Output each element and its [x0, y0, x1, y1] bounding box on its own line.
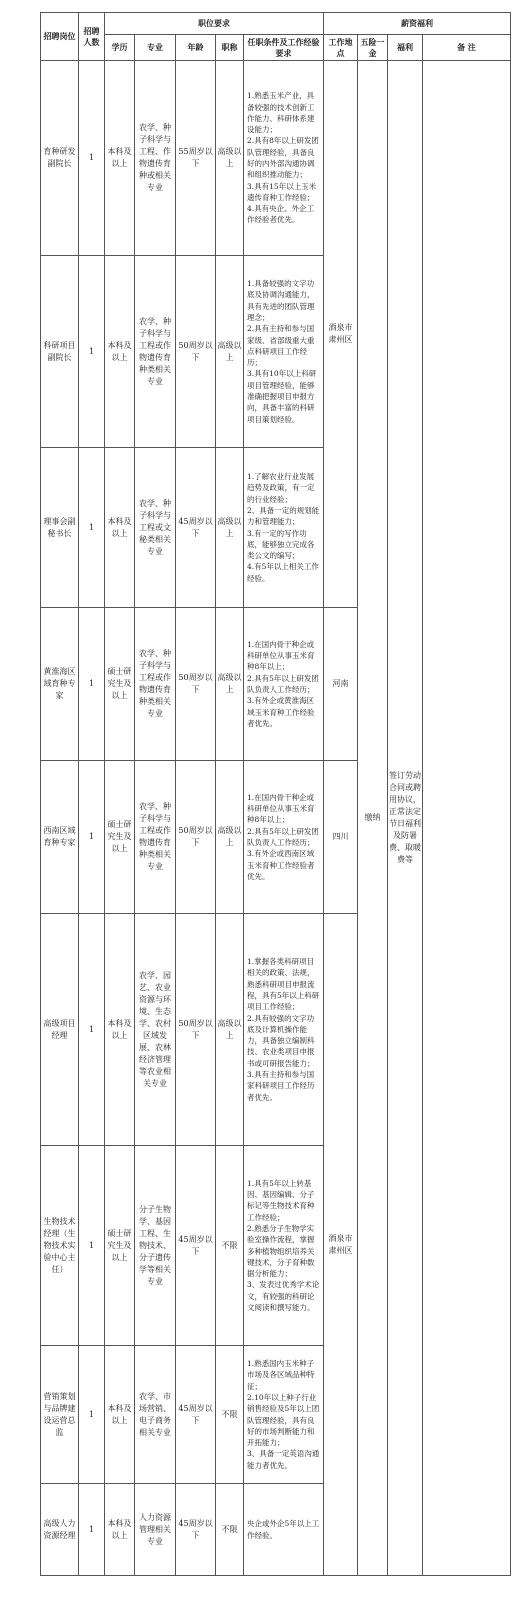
cell-age: 45周岁以下: [176, 1484, 216, 1576]
cell-insurance-shared: 缴纳: [358, 61, 388, 1576]
cell-major: 人力资源管理相关专业: [135, 1484, 176, 1576]
cell-major: 农学、市场营销、电子商务相关专业: [135, 1346, 176, 1484]
cell-age: 45周岁以下: [176, 1146, 216, 1346]
header-education: 学历: [105, 35, 135, 61]
cell-title: 高级以上: [216, 256, 244, 448]
header-major: 专业: [135, 35, 176, 61]
cell-position: 理事会副秘书长: [41, 448, 79, 608]
cell-major: 农学、种子科学与工程或作物遗传育种类相关专业: [135, 256, 176, 448]
header-job-requirements: 职位要求: [105, 13, 324, 35]
cell-major: 农学、种子科学与工程、作物遗传育种或相关专业: [135, 61, 176, 256]
cell-major: 农学、种子科学与工程或作物遗传育种类相关专业: [135, 761, 176, 914]
cell-count: 1: [79, 256, 105, 448]
cell-education: 本科及以上: [105, 448, 135, 608]
cell-count: 1: [79, 448, 105, 608]
cell-age: 50周岁以下: [176, 761, 216, 914]
header-count: 招聘人数: [79, 13, 105, 61]
header-work-location: 工作地点: [324, 35, 358, 61]
header-salary-benefits: 薪资福利: [324, 13, 511, 35]
cell-conditions: 1.熟悉玉米产业，具备较强的技术创新工作能力、科研体系建设能力； 2.具有8年以上研发团队管理经验，具备良好的内外部沟通协调和组织推动能力； 3.具有15年以上玉米遗传育种工作经验； 4.具有央企、外企工作经验者优先。: [244, 61, 324, 256]
cell-count: 1: [79, 761, 105, 914]
cell-position: 高级人力资源经理: [41, 1484, 79, 1576]
cell-conditions: 1.掌握各类科研项目相关的政策、法规，熟悉科研项目申报流程，具有5年以上科研项目工作经验； 2.具有较强的文字功底及计算机操作能力，具备独立编制科技、农业类项目申报书或可研报告能力； 3.具有主持和参与国家科研项目工作经历者优先。: [244, 914, 324, 1146]
header-title: 职称: [216, 35, 244, 61]
cell-conditions: 1.具有5年以上转基因、基因编辑、分子标记等生物技术育种工作经验； 2.熟悉分子生物学实验室操作流程，掌握多种植物组织培养关键技术，分子育种数据分析能力； 3、发表过优秀学术论文，有较强的科研论文阅读和撰写能力。: [244, 1146, 324, 1346]
cell-education: 本科及以上: [105, 1346, 135, 1484]
cell-title: 高级以上: [216, 608, 244, 761]
cell-age: 50周岁以下: [176, 608, 216, 761]
cell-education: 本科及以上: [105, 61, 135, 256]
cell-position: 营销策划与品牌建设运营总监: [41, 1346, 79, 1484]
cell-position: 西南区域育种专家: [41, 761, 79, 914]
cell-conditions: 1.了解农业行业发展趋势及政策，有一定的行业经验； 2、具备一定的规划能力和管理能力； 3.有一定的写作功底，能够独立完成各类公文的编写； 4.有5年以上相关工作经验。: [244, 448, 324, 608]
cell-count: 1: [79, 1346, 105, 1484]
cell-count: 1: [79, 1146, 105, 1346]
cell-age: 50周岁以下: [176, 914, 216, 1146]
header-age: 年龄: [176, 35, 216, 61]
cell-title: 不限: [216, 1484, 244, 1576]
cell-title: 高级以上: [216, 448, 244, 608]
cell-position: 黄淮海区域育种专家: [41, 608, 79, 761]
cell-location-shared-2: 酒泉市肃州区: [324, 914, 358, 1576]
cell-major: 农学、种子科学与工程或文秘类相关专业: [135, 448, 176, 608]
header-position: 招聘岗位: [41, 13, 79, 61]
cell-position: 高级项目经理: [41, 914, 79, 1146]
cell-education: 本科及以上: [105, 914, 135, 1146]
cell-age: 55周岁以下: [176, 61, 216, 256]
cell-conditions: 1.在国内骨干种企或科研单位从事玉米育种8年以上； 2.具有5年以上研发团队负责人工作经历； 3.有外企或西南区域玉米育种工作经验者优先。: [244, 761, 324, 914]
cell-conditions: 1.具备较强的文字功底及协调沟通能力，具有先进的团队管理理念； 2.具有主持和参与国家级、省部级重大重点科研项目工作经历； 3.具有10年以上科研项目管理经验，能够准确把握项目申报方向，具备丰富的科研项目策划经验。: [244, 256, 324, 448]
cell-count: 1: [79, 608, 105, 761]
cell-conditions: 1.在国内骨干种企或科研单位从事玉米育种8年以上； 2.具有5年以上研发团队负责人工作经历； 3.有外企或黄淮海区域玉米育种工作经验者优先。: [244, 608, 324, 761]
cell-major: 农学、种子科学与工程或作物遗传育种类相关专业: [135, 608, 176, 761]
cell-age: 50周岁以下: [176, 256, 216, 448]
cell-education: 硕士研究生及以上: [105, 1146, 135, 1346]
cell-location: 四川: [324, 761, 358, 914]
cell-count: 1: [79, 1484, 105, 1576]
cell-education: 本科及以上: [105, 256, 135, 448]
cell-remarks: [423, 61, 511, 1576]
header-insurance: 五险一金: [358, 35, 388, 61]
cell-benefits-shared: 签订劳动合同或聘用协议，正常法定节日福利及防暑费、取暖费等: [388, 61, 423, 1576]
header-conditions: 任职条件及工作经验要求: [244, 35, 324, 61]
cell-location: 河南: [324, 608, 358, 761]
header-remarks: 备 注: [423, 35, 511, 61]
cell-age: 45周岁以下: [176, 448, 216, 608]
cell-education: 硕士研究生及以上: [105, 608, 135, 761]
cell-age: 45周岁以下: [176, 1346, 216, 1484]
cell-title: 高级以上: [216, 914, 244, 1146]
cell-position: 科研项目副院长: [41, 256, 79, 448]
table-row: [41, 61, 511, 256]
cell-major: 分子生物学、基因工程、生物技术、分子遗传学等相关专业: [135, 1146, 176, 1346]
cell-major: 农学、园艺、农业资源与环境、生态学、农村区域发展、农林经济管理等农业相关专业: [135, 914, 176, 1146]
cell-conditions: 1.熟悉国内玉米种子市场及各区域品种特征； 2.10年以上种子行业销售经验及5年以上团队管理经验，具有良好的市场判断能力和开拓能力； 3、具备一定英语沟通能力者优先。: [244, 1346, 324, 1484]
cell-count: 1: [79, 61, 105, 256]
cell-conditions: 央企或外企5年以上工作经验。: [244, 1484, 324, 1576]
cell-count: 1: [79, 914, 105, 1146]
recruitment-table: [40, 12, 511, 1576]
cell-education: 本科及以上: [105, 1484, 135, 1576]
cell-position: 育种研发副院长: [41, 61, 79, 256]
cell-education: 硕士研究生及以上: [105, 761, 135, 914]
header-benefits: 福利: [388, 35, 423, 61]
cell-title: 不限: [216, 1346, 244, 1484]
cell-title: 高级以上: [216, 761, 244, 914]
cell-title: 不限: [216, 1146, 244, 1346]
cell-location-shared: 酒泉市肃州区: [324, 61, 358, 608]
cell-position: 生物技术经理（生物技术实验中心主任）: [41, 1146, 79, 1346]
cell-title: 高级以上: [216, 61, 244, 256]
